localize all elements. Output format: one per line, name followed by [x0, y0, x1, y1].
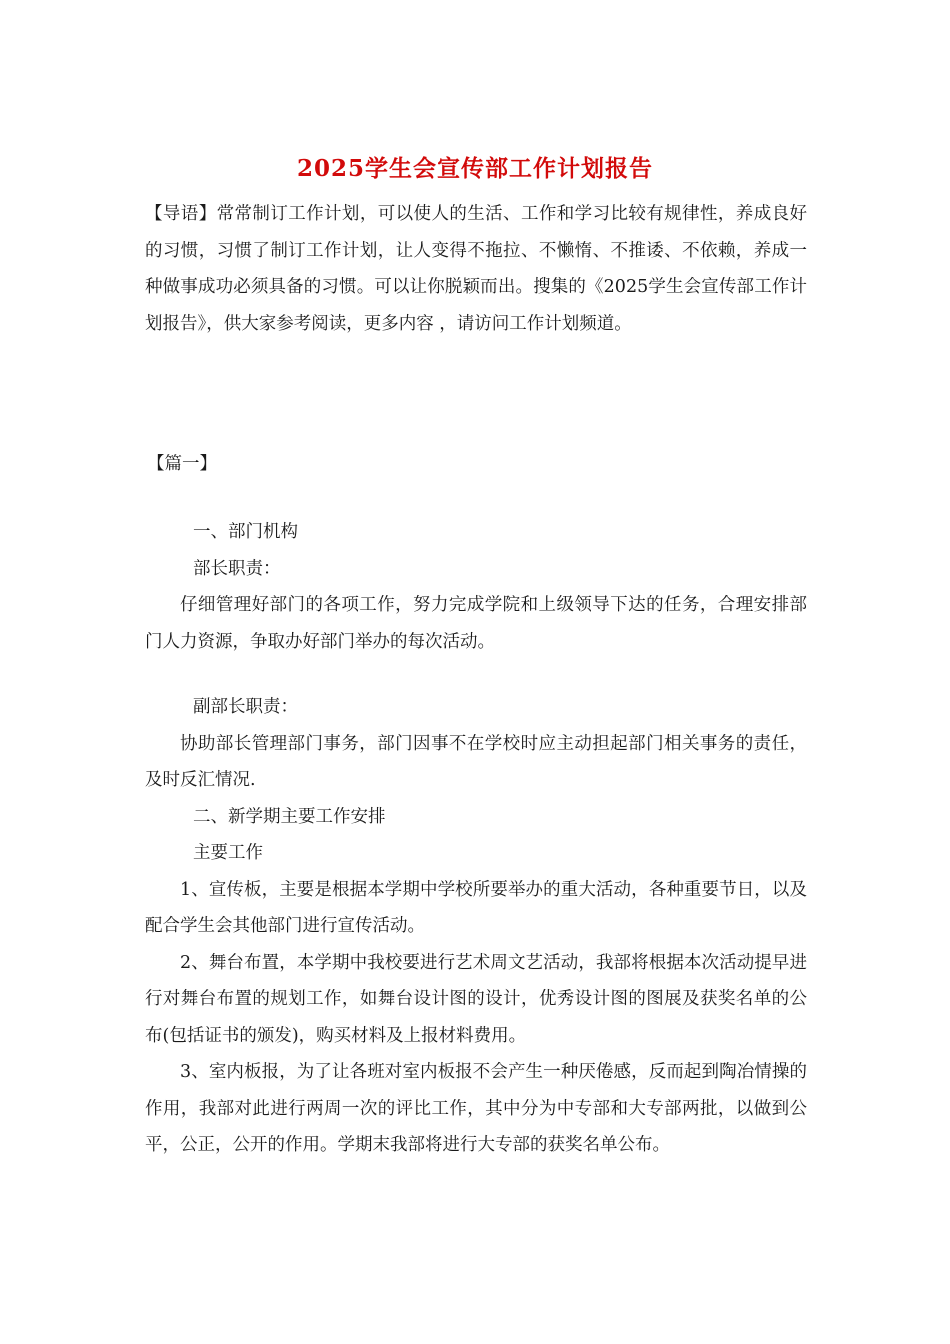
section-one [145, 514, 807, 660]
work-item: 1、宣传板，主要是根据本学期中学校所要举办的重大活动，各种重要节日，以及配合学生会其他部门进行宣传活动。 [145, 879, 807, 936]
heading-department-structure: 一、部门机构 [193, 522, 298, 542]
section-label: 【篇一】 [147, 454, 217, 474]
document-title: 2025学生会宣传部工作计划报告 [296, 155, 653, 182]
deputy-duty-label: 副部长职责： [193, 697, 298, 717]
main-work-label: 主要工作 [193, 843, 263, 863]
intro-paragraph: 【导语】常常制订工作计划，可以使人的生活、工作和学习比较有规律性，养成良好的习惯，习惯了制订工作计划，让人变得不拖拉、不懒惰、不推诿、不依赖，养成一种做事成功必须具备的习惯。可以让你脱颖而出。搜集的《2025学生会宣传部工作计划报告》，供大家参考阅读，更多内容 ，请访问工作计划频道。 [145, 204, 807, 334]
deputy-duty-text: 协助部长管理部门事务，部门因事不在学校时应主动担起部门相关事务的责任，及时反汇情况. [145, 733, 807, 790]
heading-work-arrangement: 二、新学期主要工作安排 [193, 806, 386, 827]
head-duty-label: 部长职责： [193, 558, 281, 579]
work-item: 2、舞台布置，本学期中我校要进行艺术周文艺活动，我部将根据本次活动提早进行对舞台布置的规划工作，如舞台设计图的设计，优秀设计图的图展及获奖名单的公布(包括证书的颁发)，购买材料及上报材料费用。 [145, 952, 807, 1046]
section-one-deputy [145, 689, 807, 1164]
work-item: 3、室内板报，为了让各班对室内板报不会产生一种厌倦感，反而起到陶冶情操的作用，我部对此进行两周一次的评比工作，其中分为中专部和大专部两批，以做到公平，公正，公开的作用。学期末我部将进行大专部的获奖名单公布。 [145, 1062, 807, 1155]
head-duty-text: 仔细管理好部门的各项工作，努力完成学院和上级领导下达的任务，合理安排部门人力资源，争取办好部门举办的每次活动。 [145, 595, 807, 652]
